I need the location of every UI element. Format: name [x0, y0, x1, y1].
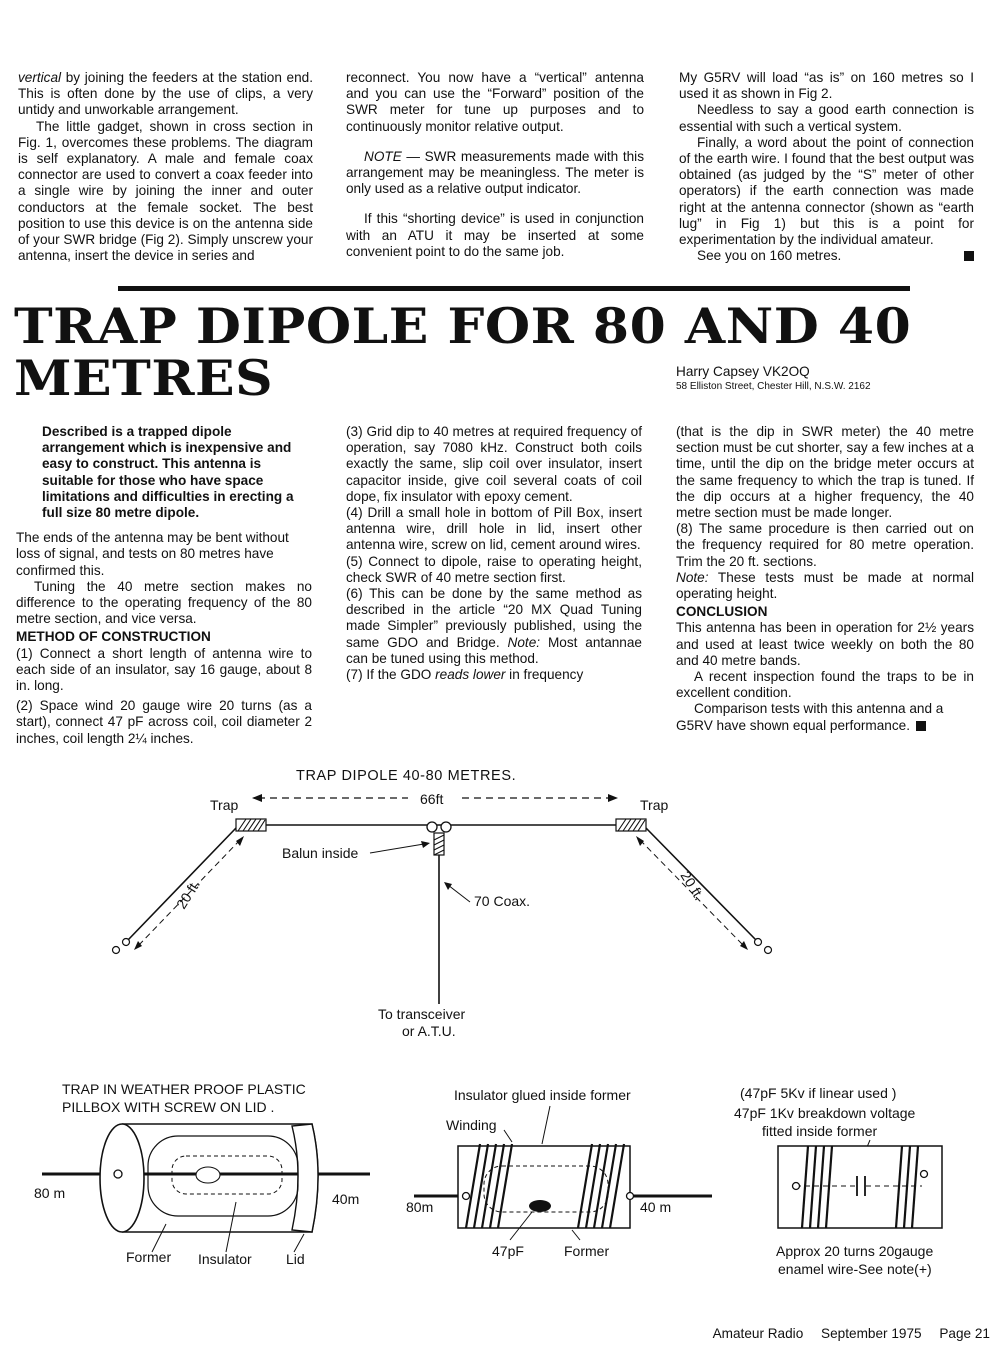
closing-text: See you on 160 metres.: [697, 248, 842, 264]
cap-note-1: (47pF 5Kv if linear used ): [740, 1085, 897, 1101]
arrowhead-icon: [236, 836, 244, 846]
step: (7) If the GDO reads lower in frequency: [346, 667, 584, 683]
page-footer: [699, 1326, 990, 1341]
cap-note-3: fitted inside former: [762, 1123, 878, 1139]
center-insulator-icon: [441, 822, 451, 832]
wire-end-icon: [463, 1193, 470, 1200]
closing-text: Comparison tests with this antenna and a G5RV have shown equal performance.: [676, 701, 944, 733]
lid: [292, 1124, 318, 1232]
pillbox-figure: [0, 1074, 380, 1274]
arrowhead-icon: [134, 941, 142, 950]
paragraph: reconnect. You now have a “vertical” antenna and you can use the “Forward” position of the SWR meter for tune up purposes and to continuously monitor relative output.: [346, 70, 644, 134]
top-article-col2: [346, 70, 644, 260]
wire-end-icon: [793, 1183, 800, 1190]
coil-title: Insulator glued inside former: [454, 1087, 631, 1103]
former-pointer: [572, 1230, 580, 1240]
trap-label-right: Trap: [640, 797, 669, 813]
note: Note: These tests must be made at normal operating height.: [676, 569, 974, 602]
capacitor-figure: [726, 1078, 996, 1288]
diagram-title: TRAP DIPOLE 40-80 METRES.: [296, 768, 517, 784]
coil-right-label: 40 m: [640, 1199, 672, 1215]
wire-end-icon: [921, 1171, 928, 1178]
lid-pointer: [294, 1234, 304, 1252]
intro-text: Described is a trapped dipole arrangement which is inexpensive and easy to construct. This antenna is suitable for those who have space limitations and difficulties in erecting a full size 80 metre dipole.: [42, 424, 294, 521]
arrowhead-icon: [252, 794, 262, 802]
former-label: Former: [126, 1249, 172, 1265]
paragraph: The ends of the antenna may be bent without loss of signal, and tests on 80 metres have confirmed this.: [16, 530, 289, 578]
author-name: Harry Capsey VK2OQ: [676, 364, 810, 379]
winding-label: Winding: [446, 1117, 497, 1133]
antenna-diagram: [0, 760, 1000, 1060]
section-rule: [118, 286, 910, 291]
article-col3: [676, 424, 974, 734]
arrowhead-icon: [444, 882, 452, 890]
paragraph: Finally, a word about the point of connection of the earth wire. I found that the best output was obtained (as judged by the “S” meter of other operators) if the earth connection was made right at the antenna connector (shown as “earth lug” in Fig 1) but this is a point for experimentation by the individual amateur.: [679, 134, 974, 248]
step: (3) Grid dip to 40 metres at required frequency of operation, say 7080 kHz. Construct both coils exactly the same, slip coil over insulator, insert capacitor inside, give coil several coats of coil dope, fix insulator with epoxy cement.: [346, 424, 642, 504]
conclusion-heading: CONCLUSION: [676, 604, 768, 620]
paragraph: (that is the dip in SWR meter) the 40 metre section must be cut shorter, say a few inches at a time, until the dip on the bridge meter occurs at the same frequency to which the trap is tuned. If the dip occurs at a higher frequency, the 40 metre section must be made longer.: [676, 424, 974, 521]
end-insulator-icon: [113, 947, 120, 954]
insulator-pointer: [226, 1202, 236, 1252]
turns-note-2: enamel wire-See note(+): [778, 1261, 932, 1277]
title-line-1: TRAP DIPOLE FOR 80 AND 40: [14, 297, 912, 355]
arrowhead-icon: [421, 841, 430, 848]
pillbox-right-label: 40m: [332, 1191, 360, 1207]
issue-date: September 1975: [821, 1326, 922, 1341]
note-text: — SWR measurements made with this arrangement may be meaningless. The meter is only used as a relative output indicator.: [346, 148, 645, 197]
step: (6) This can be done by the same method as described in the article “20 MX Quad Tuning made Simpler” previously published, using the same GDO and Bridge. Note: Most antannae can be tuned using this method.: [346, 586, 642, 666]
paragraph: This antenna has been in operation for 2½ years and used at least twice weekly on both the 80 and 40 metre bands.: [676, 620, 974, 668]
leg-left: [128, 828, 236, 940]
article-col2: [346, 424, 642, 683]
paragraph: A recent inspection found the traps to be in excellent condition.: [676, 669, 974, 701]
coil-figure: [400, 1078, 720, 1268]
step: (5) Connect to dipole, raise to operating height, check SWR of 40 metre section first.: [346, 553, 642, 585]
paragraph: Needless to say a good earth connection is essential with such a vertical system.: [679, 102, 974, 134]
leg-label-right: 20 ft.: [677, 868, 708, 903]
coax-pointer: [448, 885, 470, 902]
end-insulator-icon: [123, 939, 130, 946]
paragraph: [679, 248, 974, 264]
paragraph: vertical by joining the feeders at the station end. This is often done by the use of clips, a very untidy and unworkable arrangement.: [18, 70, 314, 118]
title-pointer: [542, 1106, 550, 1144]
center-insulator-icon: [427, 822, 437, 832]
paragraph: The little gadget, shown in cross section in Fig. 1, overcomes these problems. The diagram is self explanatory. A male and female coax connector are used to convert a coax feeder into a single wire by joining the inner and outer conductors at the female socket. The best position to use this device is on the antenna side of your SWR bridge (Fig 2). Simply unscrew your antenna, insert the device in series and: [18, 118, 313, 264]
top-article-col1: [18, 70, 313, 264]
author-address: 58 Elliston Street, Chester Hill, N.S.W. 2162: [676, 381, 871, 392]
former: [148, 1136, 298, 1216]
to-label-1: To transceiver: [378, 1006, 466, 1022]
cap-note-2: 47pF 1Kv breakdown voltage: [734, 1105, 916, 1121]
span-label: 66ft: [420, 791, 444, 807]
top-article-col3: [679, 70, 974, 264]
paragraph: If this “shorting device” is used in conjunction with an ATU it may be inserted at some convenient point to do the same job.: [346, 211, 644, 259]
method-heading: METHOD OF CONSTRUCTION: [16, 629, 211, 645]
end-insulator-icon: [765, 947, 772, 954]
winding-pointer: [504, 1130, 512, 1142]
insulator-label: Insulator: [198, 1251, 252, 1267]
pillbox-left-label: 80 m: [34, 1185, 66, 1201]
paragraph: (8) The same procedure is then carried out on the frequency required for 80 metre operation. Trim the 20 ft. sections.: [676, 521, 974, 569]
balun-label: Balun inside: [282, 845, 359, 861]
arrowhead-icon: [608, 794, 618, 802]
cap-label: 47pF: [492, 1243, 524, 1259]
arrowhead-icon: [740, 941, 748, 950]
lid-label: Lid: [286, 1251, 305, 1267]
page-number: Page 21: [939, 1326, 990, 1341]
pillbox-title-1: TRAP IN WEATHER PROOF PLASTIC: [62, 1081, 306, 1097]
turns-note-1: Approx 20 turns 20gauge: [776, 1243, 934, 1259]
title-line-2: METRES: [14, 349, 274, 407]
end-insulator-icon: [755, 939, 762, 946]
paragraph: Tuning the 40 metre section makes no difference to the operating frequency of the 80 metre section, and vice versa.: [16, 578, 312, 627]
leg-label-left: 20 ft.: [172, 876, 204, 912]
to-label-2: or A.T.U.: [402, 1023, 456, 1039]
end-mark-icon: [964, 251, 974, 261]
capacitor-icon: [529, 1200, 551, 1212]
wire-end-icon: [114, 1170, 122, 1178]
trap-label-left: Trap: [210, 797, 239, 813]
step: (1) Connect a short length of antenna wire to each side of an insulator, say 16 gauge, about 8 in. long.: [16, 645, 312, 694]
wire-end-icon: [627, 1193, 634, 1200]
arrowhead-icon: [636, 836, 644, 846]
note-paragraph: NOTE — SWR measurements made with this arrangement may be meaningless. The meter is only used as a relative output indicator.: [346, 148, 645, 197]
pillbox-title-2: PILLBOX WITH SCREW ON LID .: [62, 1099, 275, 1115]
paragraph-text: by joining the feeders at the station end. This is often done by the use of clips, a very untidy and unworkable arrangement.: [18, 70, 314, 118]
end-mark-icon: [916, 721, 926, 731]
coil-left-label: 80m: [406, 1199, 434, 1215]
balun-pointer: [370, 844, 424, 853]
pillbox-end: [100, 1124, 144, 1232]
coax-label: 70 Coax.: [474, 893, 531, 909]
step: (4) Drill a small hole in bottom of Pill Box, insert antenna wire, drill hole in lid, insert other antenna wire, screw on lid, cement around wires.: [346, 505, 642, 553]
paragraph: My G5RV will load “as is” on 160 metres so I used it as shown in Fig 2.: [679, 70, 974, 102]
capacitor-icon: [196, 1167, 220, 1183]
magazine-name: Amateur Radio: [712, 1326, 804, 1341]
former-label: Former: [564, 1243, 610, 1259]
step: (2) Space wind 20 gauge wire 20 turns (as a start), connect 47 pF across coil, coil diameter 2 inches, coil length 2¼ inches.: [16, 698, 312, 746]
former-pointer: [152, 1224, 166, 1252]
article-col1: [16, 424, 312, 747]
paragraph: [676, 701, 974, 733]
